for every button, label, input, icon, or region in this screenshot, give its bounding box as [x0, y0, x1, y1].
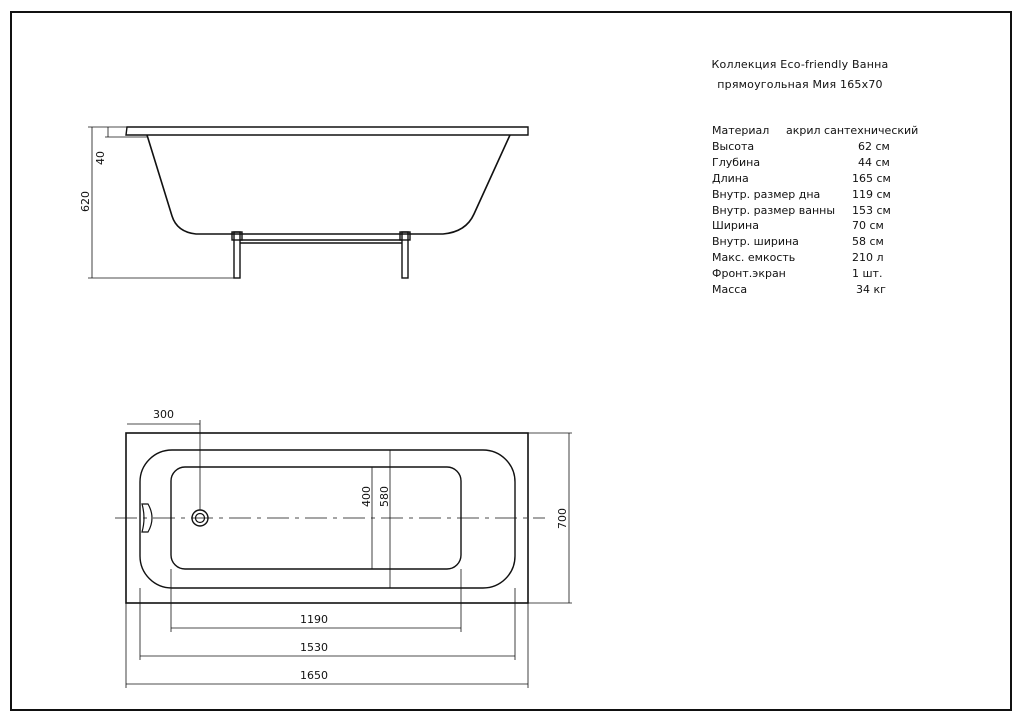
spec-value: 119 см: [852, 188, 891, 201]
spec-label: Внутр. размер ванны: [712, 204, 836, 217]
spec-value: 58 см: [852, 235, 884, 248]
spec-value: 62 см: [858, 140, 890, 153]
spec-label: Масса: [712, 283, 748, 296]
dim-bottom-length: 1190: [300, 613, 328, 626]
spec-value: 210 л: [852, 251, 884, 264]
side-view: [88, 127, 528, 278]
title-line-1: Коллекция Eco-friendly Ванна: [711, 58, 889, 71]
dim-length: 1650: [300, 669, 328, 682]
title-line-2: прямоугольная Мия 165х70: [717, 78, 883, 91]
spec-value: 165 см: [852, 172, 891, 185]
spec-label: Материал: [712, 124, 770, 137]
dim-side-height: 620: [79, 191, 92, 212]
spec-value: 153 см: [852, 204, 891, 217]
spec-value: акрил сантехнический: [786, 124, 919, 137]
spec-label: Длина: [712, 172, 749, 185]
spec-label: Фронт.экран: [712, 267, 786, 280]
dim-inner-width-bottom: 400: [360, 486, 373, 507]
tub-rim: [126, 127, 528, 135]
spec-value: 34 кг: [856, 283, 886, 296]
spec-label: Ширина: [712, 219, 759, 232]
spec-label: Внутр. размер дна: [712, 188, 821, 201]
dim-inner-length: 1530: [300, 641, 328, 654]
spec-value: 44 см: [858, 156, 890, 169]
tub-body-profile: [147, 135, 510, 234]
tub-legs: [232, 232, 410, 278]
dim-side-rim: 40: [94, 151, 107, 165]
spec-value: 1 шт.: [852, 267, 883, 280]
spec-label: Внутр. ширина: [712, 235, 799, 248]
top-view: [115, 420, 572, 688]
dim-width: 700: [556, 508, 569, 529]
spec-label: Глубина: [712, 156, 761, 169]
tub-inner-edge: [140, 450, 515, 588]
spec-value: 70 см: [852, 219, 884, 232]
dim-inner-width: 580: [378, 486, 391, 507]
top-dimension-lines: [126, 420, 572, 688]
dim-drain-offset: 300: [153, 408, 174, 421]
side-dimension-lines: [88, 127, 234, 278]
spec-label: Макс. емкость: [712, 251, 796, 264]
spec-label: Высота: [712, 140, 755, 153]
